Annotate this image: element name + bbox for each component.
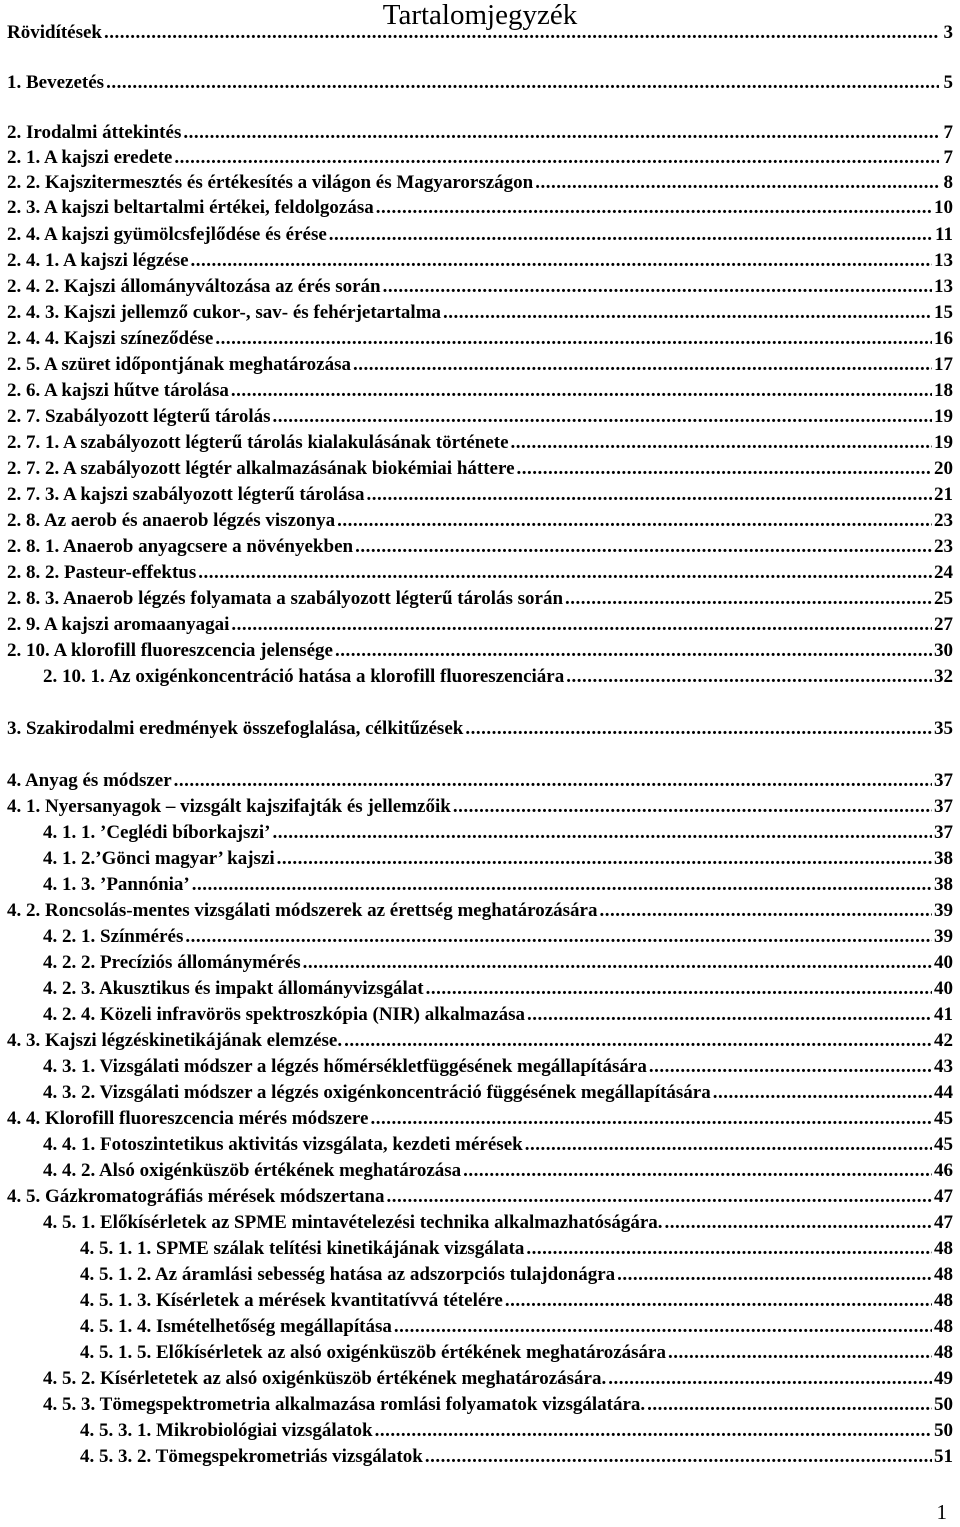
toc-entry-page: 25 [934, 588, 953, 609]
toc-entry[interactable] [7, 586, 953, 611]
toc-entry-label: 4. 5. 1. 2. Az áramlási sebesség hatása az adszorpciós tulajdonágra [80, 1264, 616, 1285]
toc-entry-label: 2. 7. 2. A szabályozott légtér alkalmazásának biokémiai háttere [7, 458, 515, 479]
toc-entry-page: 43 [934, 1056, 953, 1077]
toc-entry[interactable] [43, 950, 953, 975]
toc-entry-page: 46 [934, 1160, 953, 1181]
dot-leader [535, 170, 939, 195]
toc-entry[interactable] [80, 1418, 953, 1443]
toc-entry-page: 50 [934, 1394, 953, 1415]
dot-leader [383, 274, 932, 299]
toc-entry-page: 37 [934, 796, 953, 817]
toc-entry-page: 30 [934, 640, 953, 661]
toc-entry-label: 4. 4. Klorofill fluoreszcencia mérés módszere [7, 1108, 369, 1129]
toc-entry-label: 4. 1. 3. ’Pannónia’ [43, 874, 190, 895]
toc-entry-label: 2. 7. Szabályozott légterű tárolás [7, 406, 271, 427]
dot-leader [526, 1236, 932, 1261]
toc-entry[interactable] [7, 508, 953, 533]
toc-entry-label: 4. 5. Gázkromatográfiás mérések módszertana [7, 1186, 385, 1207]
toc-entry[interactable] [80, 1236, 953, 1261]
dot-leader [394, 1314, 932, 1339]
dot-leader [647, 1392, 932, 1417]
toc-entry-page: 27 [934, 614, 953, 635]
dot-leader [272, 820, 932, 845]
dot-leader [566, 664, 932, 689]
toc-entry-page: 47 [934, 1212, 953, 1233]
toc-entry-page: 16 [934, 328, 953, 349]
dot-leader [192, 872, 932, 897]
toc-entry[interactable] [7, 120, 953, 145]
toc-entry-page: 3 [943, 22, 953, 43]
dot-leader [525, 1132, 932, 1157]
toc-entry-label: 2. 2. Kajszitermesztés és értékesítés a világon és Magyarországon [7, 172, 534, 193]
toc-entry-page: 38 [934, 874, 953, 895]
page-title: Tartalomjegyzék [382, 0, 578, 31]
toc-entry[interactable] [7, 768, 953, 793]
toc-entry[interactable] [43, 1366, 953, 1391]
toc-entry-label: 4. 5. 1. 5. Előkísérletek az alsó oxigénküszöb értékének meghatározására [80, 1342, 666, 1363]
toc-entry[interactable] [43, 924, 953, 949]
toc-entry-page: 41 [934, 1004, 953, 1025]
dot-leader [668, 1340, 932, 1365]
toc-entry-label: Rövidítések [7, 22, 102, 43]
toc-entry-page: 37 [934, 770, 953, 791]
toc-entry[interactable] [43, 1158, 953, 1183]
toc-entry-label: 1. Bevezetés [7, 72, 105, 93]
toc-entry-page: 47 [934, 1186, 953, 1207]
toc-entry-page: 7 [943, 147, 953, 168]
toc-entry-page: 19 [934, 406, 953, 427]
dot-leader [344, 1028, 932, 1053]
dot-leader [511, 430, 932, 455]
toc-entry-page: 32 [934, 666, 953, 687]
toc-entry-page: 48 [934, 1238, 953, 1259]
toc-entry[interactable] [43, 1002, 953, 1027]
toc-entry[interactable] [7, 170, 953, 195]
toc-entry-label: 4. 5. 1. Előkísérletek az SPME mintavételezési technika alkalmazhatóságára. [43, 1212, 663, 1233]
toc-entry-label: 4. 3. Kajszi légzéskinetikájának elemzése. [7, 1030, 343, 1051]
dot-leader [303, 950, 932, 975]
dot-leader [425, 1444, 932, 1469]
toc-entry-page: 23 [934, 510, 953, 531]
toc-entry-label: 4. 2. Roncsolás-mentes vizsgálati módszerek az érettség meghatározására [7, 900, 598, 921]
toc-entry-label: 4. 5. 3. Tömegspektrometria alkalmazása romlási folyamatok vizsgálatára. [43, 1394, 646, 1415]
toc-entry[interactable] [7, 145, 953, 170]
toc-entry-label: 3. Szakirodalmi eredmények összefoglalása, célkitűzések [7, 718, 464, 739]
dot-leader [463, 1158, 932, 1183]
toc-entry-page: 40 [934, 952, 953, 973]
toc-entry[interactable] [43, 976, 953, 1001]
dot-leader [649, 1054, 932, 1079]
toc-entry[interactable] [7, 612, 953, 637]
toc-entry-page: 49 [934, 1368, 953, 1389]
dot-leader [617, 1262, 932, 1287]
toc-entry[interactable] [80, 1288, 953, 1313]
toc-entry-page: 48 [934, 1316, 953, 1337]
toc-entry-page: 44 [934, 1082, 953, 1103]
toc-entry[interactable] [7, 638, 953, 663]
toc-entry[interactable] [80, 1262, 953, 1287]
toc-entry[interactable] [7, 326, 953, 351]
dot-leader [329, 222, 933, 247]
dot-leader [386, 1184, 932, 1209]
toc-entry-label: 2. 4. 3. Kajszi jellemző cukor-, sav- és fehérjetartalma [7, 302, 442, 323]
toc-entry-page: 18 [934, 380, 953, 401]
toc-entry-page: 37 [934, 822, 953, 843]
toc-entry-page: 8 [943, 172, 953, 193]
toc-entry-label: 4. 3. 2. Vizsgálati módszer a légzés oxigénkoncentráció függésének megállapítására [43, 1082, 711, 1103]
toc-entry-label: 2. 8. Az aerob és anaerob légzés viszonya [7, 510, 336, 531]
toc-entry-label: 4. 1. 2.’Gönci magyar’ kajszi [43, 848, 275, 869]
toc-entry[interactable] [7, 430, 953, 455]
toc-entry-label: 2. 4. 4. Kajszi színeződése [7, 328, 214, 349]
toc-entry[interactable] [7, 70, 953, 95]
toc-entry-page: 13 [934, 250, 953, 271]
toc-entry-label: 2. 10. 1. Az oxigénkoncentráció hatása a klorofill fluoreszenciára [43, 666, 565, 687]
toc-entry[interactable] [80, 1314, 953, 1339]
dot-leader [106, 70, 939, 95]
toc-entry-label: 4. 2. 3. Akusztikus és impakt állományvizsgálat [43, 978, 424, 999]
toc-entry-page: 48 [934, 1264, 953, 1285]
toc-entry-page: 23 [934, 536, 953, 557]
toc-entry[interactable] [43, 664, 953, 689]
dot-leader [273, 404, 933, 429]
toc-entry-page: 38 [934, 848, 953, 869]
dot-leader [277, 846, 932, 871]
toc-entry[interactable] [7, 1184, 953, 1209]
toc-entry-page: 50 [934, 1420, 953, 1441]
toc-entry-label: 4. 5. 3. 2. Tömegspekrometriás vizsgálatok [80, 1446, 423, 1467]
toc-entry[interactable] [7, 404, 953, 429]
toc-entry[interactable] [43, 872, 953, 897]
dot-leader [443, 300, 932, 325]
dot-leader [366, 482, 932, 507]
toc-entry[interactable] [43, 1080, 953, 1105]
toc-entry-label: 2. Irodalmi áttekintés [7, 122, 182, 143]
toc-entry-page: 24 [934, 562, 953, 583]
toc-entry-page: 42 [934, 1030, 953, 1051]
toc-entry-page: 48 [934, 1342, 953, 1363]
toc-entry-label: 4. 5. 3. 1. Mikrobiológiai vizsgálatok [80, 1420, 373, 1441]
toc-entry[interactable] [7, 482, 953, 507]
dot-leader [608, 1366, 932, 1391]
toc-entry-page: 20 [934, 458, 953, 479]
toc-entry-page: 19 [934, 432, 953, 453]
dot-leader [565, 586, 932, 611]
toc-entry-label: 2. 1. A kajszi eredete [7, 147, 173, 168]
dot-leader [335, 638, 932, 663]
toc-entry[interactable] [43, 1392, 953, 1417]
toc-entry[interactable] [7, 1028, 953, 1053]
dot-leader [198, 560, 932, 585]
toc-entry-label: 4. 5. 1. 4. Ismételhetőség megállapítása [80, 1316, 392, 1337]
toc-entry-page: 5 [943, 72, 953, 93]
toc-entry-label: 4. 1. 1. ’Ceglédi bíborkajszi’ [43, 822, 271, 843]
dot-leader [517, 456, 932, 481]
toc-entry-page: 45 [934, 1108, 953, 1129]
toc-entry[interactable] [7, 195, 953, 220]
toc-entry-label: 2. 4. 1. A kajszi légzése [7, 250, 189, 271]
dot-leader [713, 1080, 932, 1105]
toc-entry[interactable] [43, 1132, 953, 1157]
dot-leader [231, 378, 932, 403]
toc-entry-page: 11 [935, 224, 953, 245]
toc-entry-label: 4. 2. 4. Közeli infravörös spektroszkópia (NIR) alkalmazása [43, 1004, 526, 1025]
toc-entry-page: 40 [934, 978, 953, 999]
toc-entry[interactable] [7, 716, 953, 741]
dot-leader [665, 1210, 932, 1235]
dot-leader [376, 195, 932, 220]
toc-entry[interactable] [7, 1106, 953, 1131]
toc-entry-page: 21 [934, 484, 953, 505]
toc-entry-page: 15 [934, 302, 953, 323]
toc-entry-page: 51 [934, 1446, 953, 1467]
dot-leader [465, 716, 932, 741]
toc-entry-page: 48 [934, 1290, 953, 1311]
toc-entry-page: 17 [934, 354, 953, 375]
toc-entry[interactable] [7, 20, 953, 45]
toc-entry-page: 10 [934, 197, 953, 218]
dot-leader [337, 508, 932, 533]
dot-leader [215, 326, 932, 351]
dot-leader [174, 768, 932, 793]
toc-entry-label: 2. 6. A kajszi hűtve tárolása [7, 380, 229, 401]
toc-entry[interactable] [80, 1444, 953, 1469]
toc-entry[interactable] [7, 248, 953, 273]
toc-entry[interactable] [7, 378, 953, 403]
toc-entry[interactable] [7, 794, 953, 819]
toc-entry[interactable] [43, 820, 953, 845]
toc-entry[interactable] [7, 534, 953, 559]
dot-leader [353, 352, 932, 377]
toc-entry[interactable] [43, 1210, 953, 1235]
toc-entry-label: 2. 9. A kajszi aromaanyagai [7, 614, 230, 635]
dot-leader [174, 145, 939, 170]
toc-entry-label: 4. Anyag és módszer [7, 770, 172, 791]
toc-entry-label: 2. 3. A kajszi beltartalmi értékei, feldolgozása [7, 197, 374, 218]
toc-entry-label: 2. 5. A szüret időpontjának meghatározása [7, 354, 351, 375]
toc-entry[interactable] [7, 222, 953, 247]
dot-leader [231, 612, 932, 637]
dot-leader [185, 924, 932, 949]
toc-entry[interactable] [7, 560, 953, 585]
toc-entry[interactable] [7, 300, 953, 325]
dot-leader [599, 898, 932, 923]
toc-entry[interactable] [7, 898, 953, 923]
toc-entry-label: 4. 5. 2. Kísérletetek az alsó oxigénküszöb értékének meghatározására. [43, 1368, 607, 1389]
dot-leader [104, 20, 939, 45]
dot-leader [191, 248, 932, 273]
dot-leader [505, 1288, 932, 1313]
toc-entry[interactable] [7, 352, 953, 377]
toc-entry-label: 4. 5. 1. 1. SPME szálak telítési kinetikájának vizsgálata [80, 1238, 525, 1259]
dot-leader [355, 534, 932, 559]
toc-entry-label: 4. 2. 2. Precíziós állománymérés [43, 952, 301, 973]
toc-entry-page: 39 [934, 926, 953, 947]
toc-entry[interactable] [43, 846, 953, 871]
toc-entry[interactable] [80, 1340, 953, 1365]
dot-leader [375, 1418, 932, 1443]
dot-leader [370, 1106, 932, 1131]
toc-entry-label: 4. 5. 1. 3. Kísérletek a mérések kvantitatívvá tételére [80, 1290, 503, 1311]
toc-entry[interactable] [7, 456, 953, 481]
page-number: 1 [936, 1500, 947, 1524]
toc-entry-label: 4. 1. Nyersanyagok – vizsgált kajszifajták és jellemzőik [7, 796, 451, 817]
toc-entry-page: 7 [943, 122, 953, 143]
toc-entry-label: 4. 4. 2. Alsó oxigénküszöb értékének meghatározása [43, 1160, 462, 1181]
toc-entry[interactable] [43, 1054, 953, 1079]
toc-entry-label: 4. 4. 1. Fotoszintetikus aktivitás vizsgálata, kezdeti mérések [43, 1134, 523, 1155]
toc-entry[interactable] [7, 274, 953, 299]
toc-entry-page: 39 [934, 900, 953, 921]
toc-entry-label: 2. 4. A kajszi gyümölcsfejlődése és érése [7, 224, 327, 245]
toc-entry-page: 45 [934, 1134, 953, 1155]
toc-entry-label: 2. 8. 1. Anaerob anyagcsere a növényekben [7, 536, 354, 557]
dot-leader [426, 976, 932, 1001]
toc-entry-label: 2. 10. A klorofill fluoreszcencia jelensége [7, 640, 333, 661]
toc-entry-label: 2. 8. 3. Anaerob légzés folyamata a szabályozott légterű tárolás során [7, 588, 564, 609]
dot-leader [453, 794, 932, 819]
toc-entry-label: 2. 7. 1. A szabályozott légterű tárolás kialakulásának története [7, 432, 509, 453]
toc-entry-label: 2. 8. 2. Pasteur-effektus [7, 562, 197, 583]
toc-entry-label: 4. 2. 1. Színmérés [43, 926, 184, 947]
toc-entry-label: 2. 4. 2. Kajszi állományváltozása az érés során [7, 276, 381, 297]
toc-entry-page: 35 [934, 718, 953, 739]
dot-leader [527, 1002, 932, 1027]
toc-entry-label: 2. 7. 3. A kajszi szabályozott légterű tárolása [7, 484, 365, 505]
toc-entry-label: 4. 3. 1. Vizsgálati módszer a légzés hőmérsékletfüggésének megállapítására [43, 1056, 647, 1077]
toc-entry-page: 13 [934, 276, 953, 297]
dot-leader [183, 120, 939, 145]
